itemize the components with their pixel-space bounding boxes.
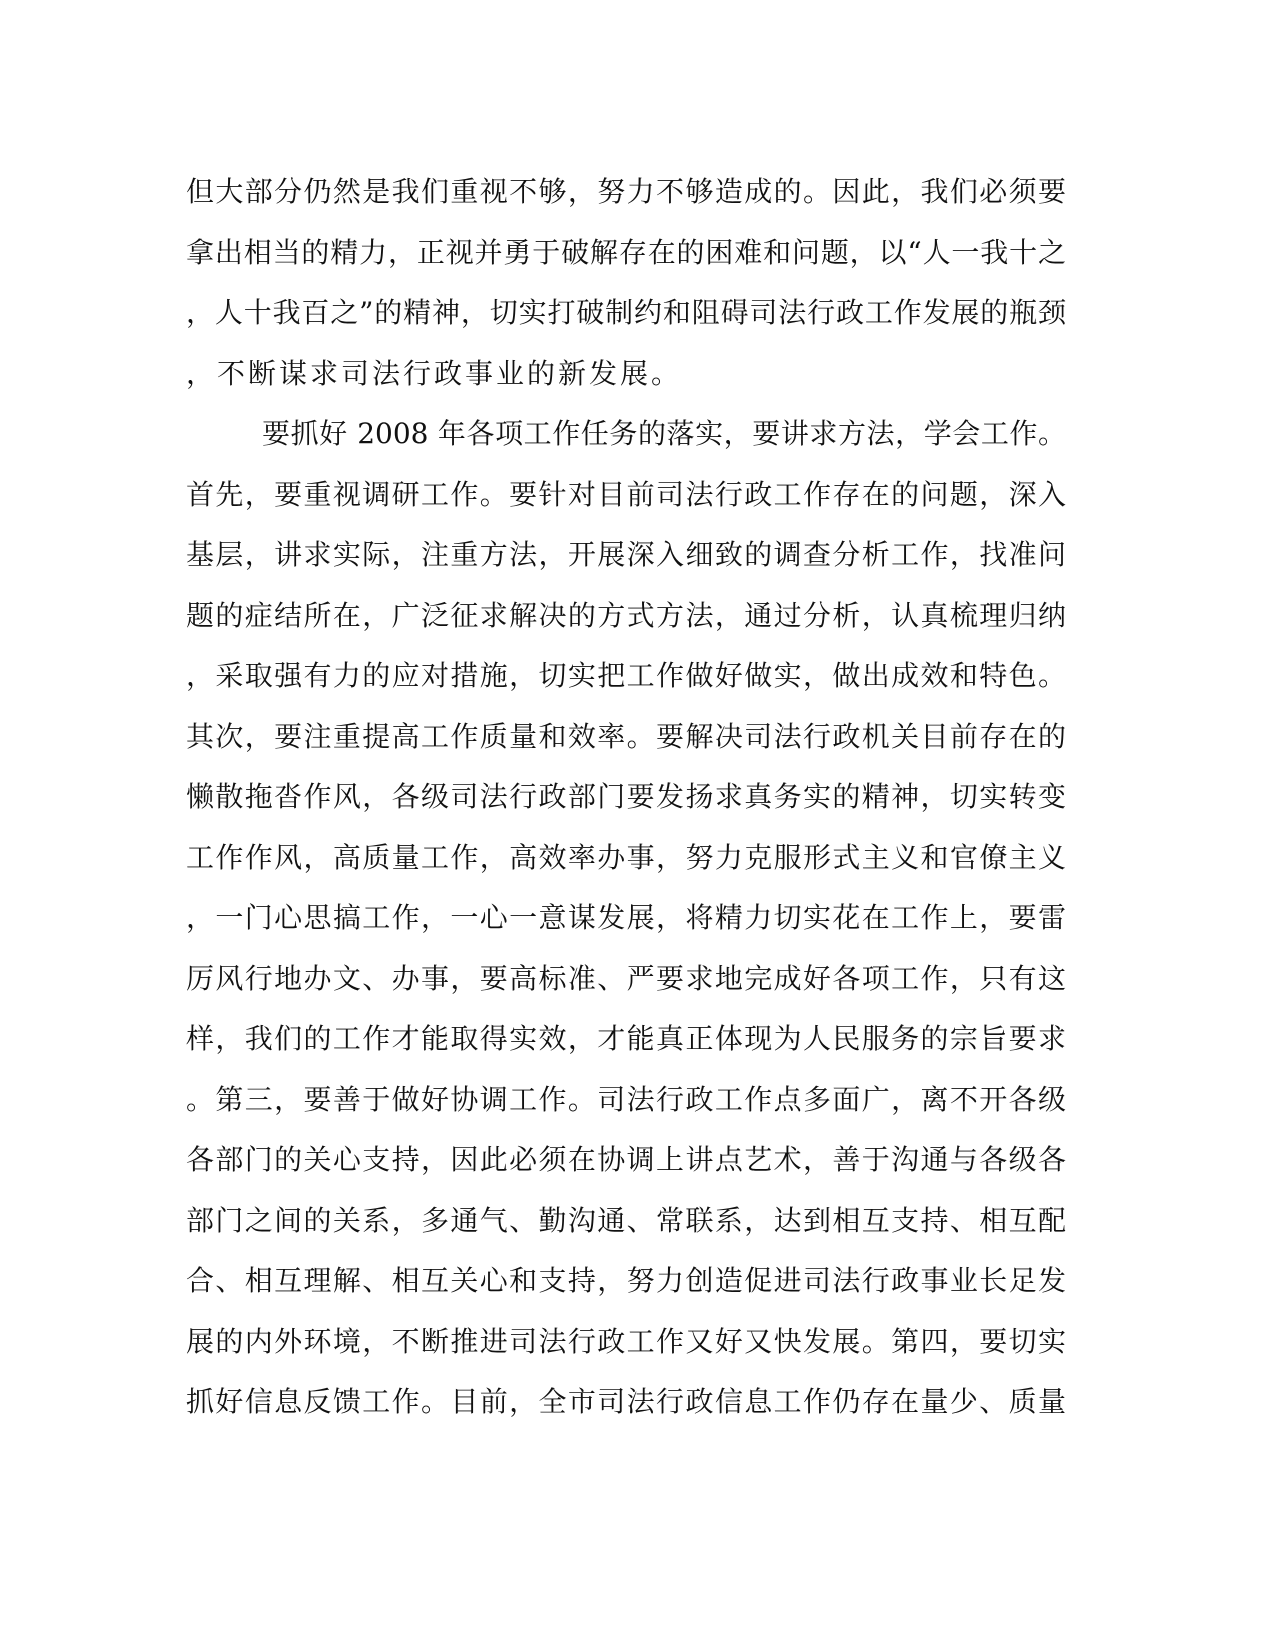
text-line: 题的症结所在，广泛征求解决的方式方法，通过分析，认真梳理归纳 (186, 598, 1066, 632)
text-line: 。第三，要善于做好协调工作。司法行政工作点多面广，离不开各级 (186, 1082, 1066, 1116)
text-line: 拿出相当的精力，正视并勇于破解存在的困难和问题，以“人一我十之 (186, 235, 1066, 269)
text-line: 工作作风，高质量工作，高效率办事，努力克服形式主义和官僚主义 (186, 840, 1066, 874)
text-line: 合、相互理解、相互关心和支持，努力创造促进司法行政事业长足发 (186, 1264, 1066, 1297)
text-line: 抓好信息反馈工作。目前，全市司法行政信息工作仍存在量少、质量 (186, 1385, 1066, 1418)
text-line: ，采取强有力的应对措施，切实把工作做好做实，做出成效和特色。 (186, 659, 1066, 692)
text-line: 首先，要重视调研工作。要针对目前司法行政工作存在的问题，深入 (186, 477, 1066, 511)
text-line: 懒散拖沓作风，各级司法行政部门要发扬求真务实的精神，切实转变 (186, 780, 1066, 813)
text-line: ，一门心思搞工作，一心一意谋发展，将精力切实花在工作上，要雷 (186, 901, 1066, 934)
text-line: 部门之间的关系，多通气、勤沟通、常联系，达到相互支持、相互配 (186, 1203, 1066, 1237)
text-line: ，不断谋求司法行政事业的新发展。 (186, 356, 683, 390)
text-line: 各部门的关心支持，因此必须在协调上讲点艺术，善于沟通与各级各 (186, 1143, 1066, 1176)
text-line: 样，我们的工作才能取得实效，才能真正体现为人民服务的宗旨要求 (186, 1022, 1066, 1055)
body-text (186, 162, 1066, 1433)
text-line: 厉风行地办文、办事，要高标准、严要求地完成好各项工作，只有这 (186, 961, 1066, 995)
text-line: 但大部分仍然是我们重视不够，努力不够造成的。因此，我们必须要 (186, 175, 1066, 208)
text-line: ，人十我百之”的精神，切实打破制约和阻碍司法行政工作发展的瓶颈 (186, 296, 1066, 329)
text-line: 展的内外环境，不断推进司法行政工作又好又快发展。第四，要切实 (186, 1324, 1066, 1358)
text-line: 其次，要注重提高工作质量和效率。要解决司法行政机关目前存在的 (186, 719, 1066, 753)
text-line: 基层，讲求实际，注重方法，开展深入细致的调查分析工作，找准问 (186, 538, 1066, 571)
paragraph-first-line: 要抓好 2008 年各项工作任务的落实，要讲求方法，学会工作。 (262, 417, 1066, 450)
